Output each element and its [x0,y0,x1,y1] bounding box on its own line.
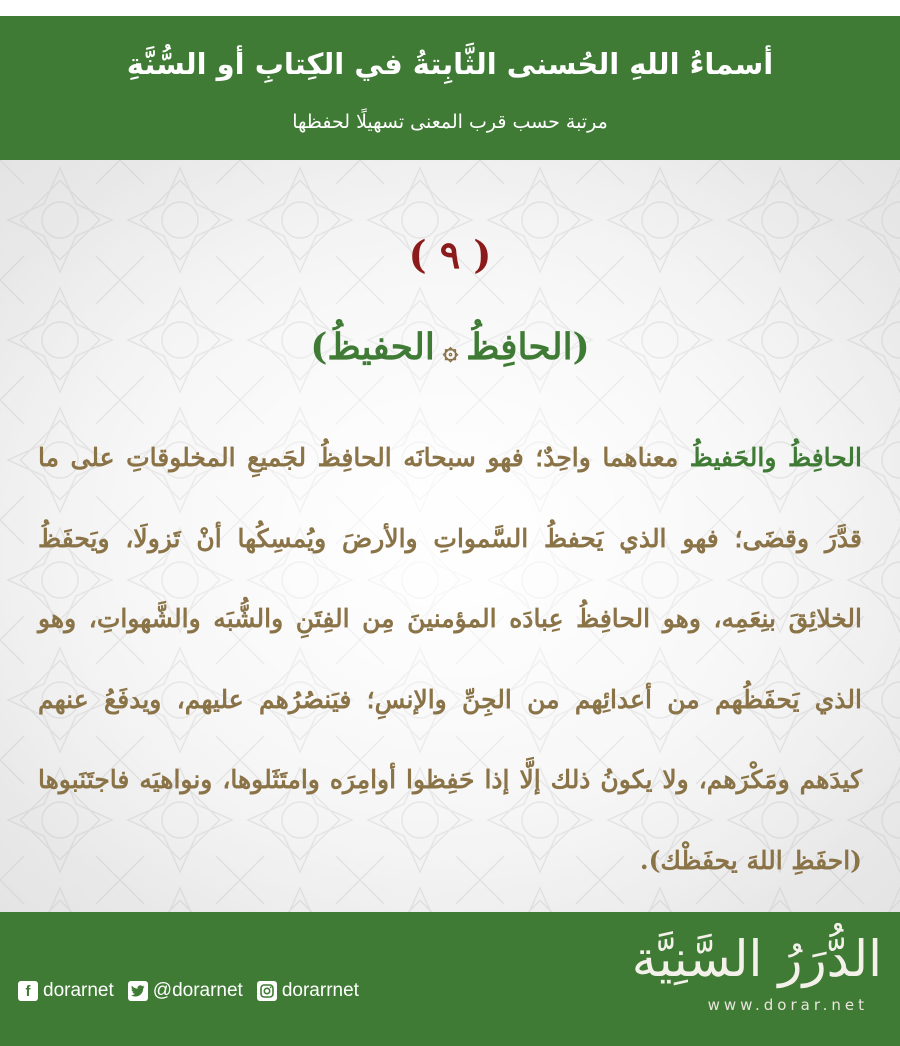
names-separator: ۞ [442,336,459,366]
footer-banner [0,912,900,1046]
facebook-icon: f [18,981,38,1001]
logo-url: www.dorar.net [707,996,868,1014]
social-links [18,980,359,1002]
twitter-link[interactable] [128,980,243,1002]
explanation-highlight: الحافِظُ والحَفيظُ [689,443,862,472]
names-open-paren: ( [572,326,590,368]
twitter-icon [128,981,148,1001]
instagram-link[interactable] [257,980,359,1002]
logo-text: الدُّرَرُ السَّنِيَّة [631,930,882,988]
name-al-hafeez: الحفيظُ [327,326,435,368]
page-subtitle: مرتبة حسب قرب المعنى تسهيلًا لحفظها [292,111,608,133]
content-card [0,160,900,912]
twitter-handle: @dorarnet [152,980,243,1001]
dorar-logo[interactable] [612,926,882,1030]
name-al-hafiz: الحافِظُ [466,326,573,368]
explanation-text [38,418,862,901]
facebook-link[interactable] [18,980,114,1002]
page-title: أسماءُ اللهِ الحُسنى الثَّابِتةُ في الكِتابِ أو السُّنَّةِ [126,47,774,81]
facebook-handle: dorarnet [43,980,114,1001]
names-close-paren: ) [310,326,328,368]
explanation-body: معناهما واحِدٌ؛ فهو سبحانَه الحافِظُ لجَميعِ المخلوقاتِ على ما قدَّرَ وقضَى؛ فهو الذي يَحفظُ السَّمواتِ والأرضَ ويُمسِكُها أنْ تَزولَا، ويَحفَظُ الخلائِقَ بنِعَمِه، وهو الحافِظُ عِبادَه المؤمنينَ مِن الفِتَنِ والشُّبَه والشَّهواتِ، وهو الذي يَحفَظُهم من أعدائِهم من الجِنِّ والإنسِ؛ فيَنصُرُهم عليهم، ويدفَعُ عنهم كيدَهم ومَكْرَهم، ولا يكونُ ذلك إلَّا إذا حَفِظوا أوامِرَه وامتَثَلوها، ونواهيَه فاجتَنَبوها (احفَظِ اللهَ يحفَظْك). [38,443,862,875]
names-heading [0,320,900,378]
card-number: ( ٩ ) [408,232,492,277]
header-banner [0,16,900,160]
instagram-icon [257,981,277,1001]
instagram-handle: dorarrnet [281,980,359,1001]
